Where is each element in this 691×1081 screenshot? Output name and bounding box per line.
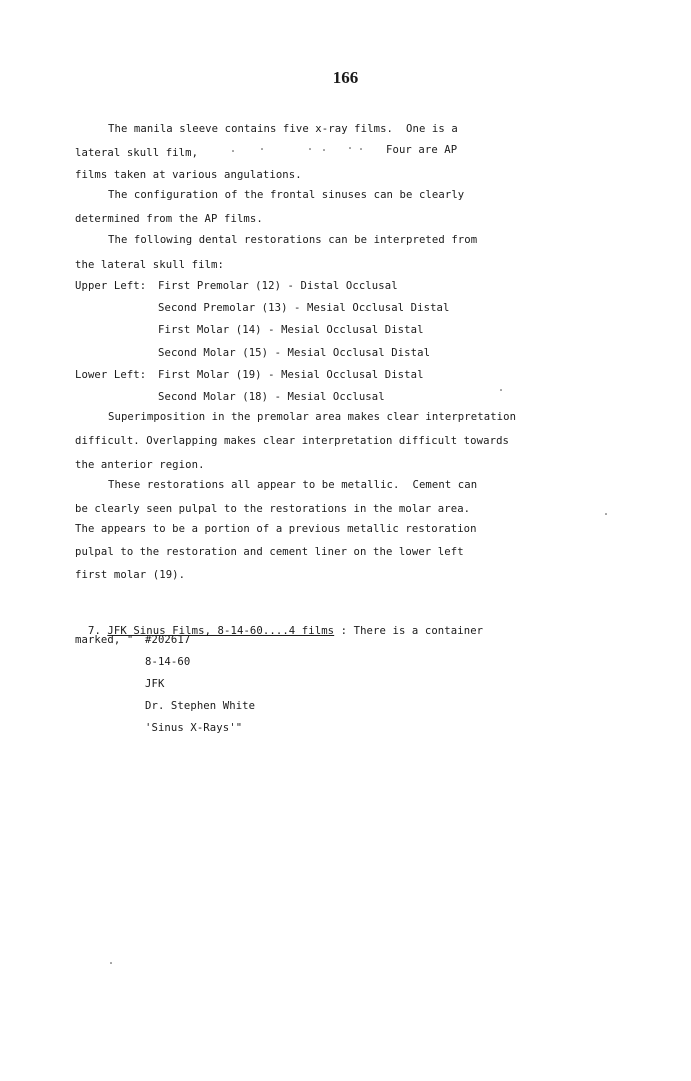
scan-speck — [605, 513, 607, 515]
container-label-line: 'Sinus X-Rays'" — [145, 722, 243, 734]
paragraph-3-line-1: The following dental restorations can be interpreted from — [108, 234, 478, 246]
paragraph-5-line-2: be clearly seen pulpal to the restorations in the molar area. — [75, 503, 471, 515]
container-label-line: JFK — [145, 678, 165, 690]
paragraph-1-line-2-start: lateral skull film, — [75, 147, 199, 159]
paragraph-4-line-3: the anterior region. — [75, 459, 205, 471]
paragraph-5-line-3: The appears to be a portion of a previous metallic restoration — [75, 523, 477, 535]
lower-left-item: First Molar (19) - Mesial Occlusal Distal — [158, 369, 424, 381]
paragraph-5-line-1: These restorations all appear to be metallic. Cement can — [108, 479, 478, 491]
item-7-number: 7. — [87, 625, 101, 637]
item-7-line-1-rest: : There is a container — [340, 625, 484, 637]
lower-left-label: Lower Left: — [75, 369, 147, 381]
paragraph-1-line-1: The manila sleeve contains five x-ray films. One is a — [108, 123, 458, 135]
scan-speck — [323, 149, 325, 151]
paragraph-4-line-1: Superimposition in the premolar area makes clear interpretation — [108, 411, 517, 423]
scan-speck — [500, 389, 502, 391]
container-label-line: Dr. Stephen White — [145, 700, 256, 712]
container-label-line: #202617 — [145, 634, 191, 646]
scan-speck — [360, 148, 362, 150]
scan-speck — [261, 148, 263, 150]
paragraph-5-line-4: pulpal to the restoration and cement liner on the lower left — [75, 546, 464, 558]
paragraph-1-line-2-end: Four are AP — [386, 144, 458, 156]
upper-left-item: Second Molar (15) - Mesial Occlusal Distal — [158, 347, 431, 359]
lower-left-item: Second Molar (18) - Mesial Occlusal — [158, 391, 385, 403]
scan-speck — [232, 150, 234, 152]
page-number: 166 — [332, 68, 359, 87]
item-7-heading: JFK Sinus Films, 8-14-60....4 films — [107, 625, 335, 637]
paragraph-3-line-2: the lateral skull film: — [75, 259, 224, 271]
paragraph-2-line-1: The configuration of the frontal sinuses can be clearly — [108, 189, 465, 201]
paragraph-4-line-2: difficult. Overlapping makes clear interpretation difficult towards — [75, 435, 510, 447]
item-7-heading-line — [75, 610, 483, 638]
item-7-line-2-start: marked, " — [75, 634, 134, 646]
paragraph-1-line-3: films taken at various angulations. — [75, 169, 302, 181]
container-label-line: 8-14-60 — [145, 656, 191, 668]
scan-speck — [349, 147, 351, 149]
upper-left-item: First Molar (14) - Mesial Occlusal Distal — [158, 324, 424, 336]
scan-speck — [110, 962, 112, 964]
paragraph-2-line-2: determined from the AP films. — [75, 213, 263, 225]
upper-left-item: Second Premolar (13) - Mesial Occlusal Distal — [158, 302, 450, 314]
upper-left-item: First Premolar (12) - Distal Occlusal — [158, 280, 398, 292]
paragraph-5-line-5: first molar (19). — [75, 569, 186, 581]
upper-left-label: Upper Left: — [75, 280, 147, 292]
scan-speck — [309, 148, 311, 150]
